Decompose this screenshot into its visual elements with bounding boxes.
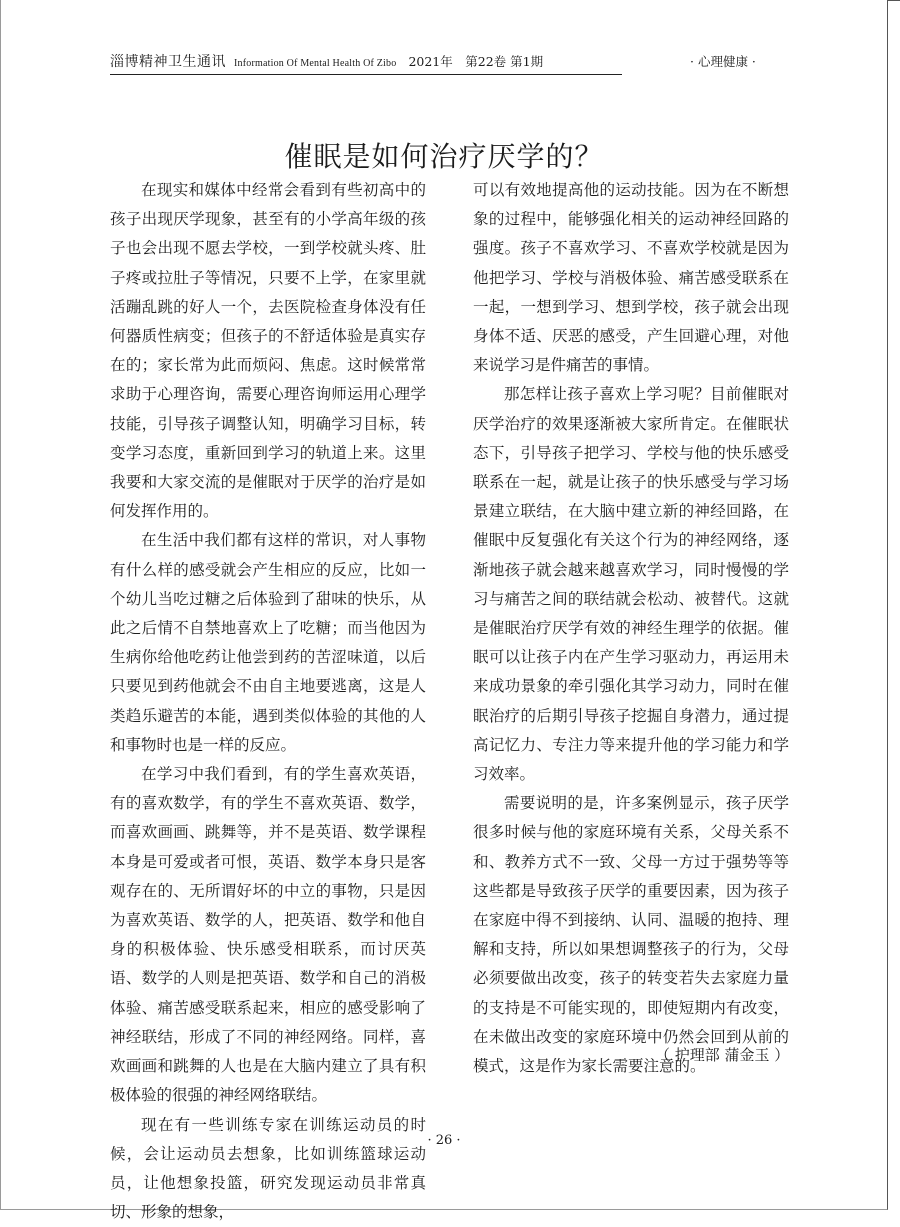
article-title: 催眠是如何治疗厌学的？ [0,135,888,175]
paragraph: 在现实和媒体中经常会看到有些初高中的孩子出现厌学现象，甚至有的小学高年级的孩子也会出现不愿去学校，一到学校就头疼、肚子疼或拉肚子等情况，只要不上学，在家里就活蹦乱跳的好人一个，去医院检查身体没有任何器质性病变；但孩子的不舒适体验是真实存在的；家长常为此而烦闷、焦虑。这时候常常求助于心理咨询，需要心理咨询师运用心理学技能，引导孩子调整认知，明确学习目标，转变学习态度，重新回到学习的轨道上来。这里我要和大家交流的是催眠对于厌学的治疗是如何发挥作用的。 [110,176,426,526]
paragraph: 那怎样让孩子喜欢上学习呢？目前催眠对厌学治疗的效果逐渐被大家所肯定。在催眠状态下，引导孩子把学习、学校与他的快乐感受联系在一起，就是让孩子的快乐感受与学习场景建立联结，在大脑中建立新的神经回路，在催眠中反复强化有关这个行为的神经网络，逐渐地孩子就会越来越喜欢学习，同时慢慢的学习与痛苦之间的联结就会松动、被替代。这就是催眠治疗厌学有效的神经生理学的依据。催眠可以让孩子内在产生学习驱动力，再运用未来成功景象的牵引强化其学习动力，同时在催眠治疗的后期引导孩子挖掘自身潜力，通过提高记忆力、专注力等来提升他的学习能力和学习效率。 [473,380,789,789]
paragraph: 现在有一些训练专家在训练运动员的时候，会让运动员去想象，比如训练篮球运动员，让他想象投篮，研究发现运动员非常真切、形象的想象， [110,1111,426,1227]
left-column [110,176,426,1227]
top-right-rule [888,0,900,1]
paragraph: 需要说明的是，许多案例显示，孩子厌学很多时候与他的家庭环境有关系，父母关系不和、教养方式不一致、父母一方过于强势等等这些都是导致孩子厌学的重要因素，因为孩子在家庭中得不到接纳、认同、温暖的抱持、理解和支持，所以如果想调整孩子的行为，父母必须要做出改变，孩子的转变若失去家庭力量的支持是不可能实现的，即使短期内有改变，在未做出改变的家庭环境中仍然会回到从前的模式，这是作为家长需要注意的。 [473,789,789,1081]
paragraph: 在生活中我们都有这样的常识，对人事物有什么样的感受就会产生相应的反应，比如一个幼儿当吃过糖之后体验到了甜味的快乐，从此之后情不自禁地喜欢上了吃糖；而当他因为生病你给他吃药让他尝到药的苦涩味道，以后只要见到药他就会不由自主地要逃离，这是人类趋乐避苦的本能，遇到类似体验的其他的人和事物时也是一样的反应。 [110,526,426,760]
page-number: · 26 · [0,1133,888,1148]
issue-info: 2021年 第22卷 第1期 [408,54,543,69]
right-column [473,176,789,1081]
journal-title-en: Information Of Mental Health Of Zibo [234,58,396,69]
paragraph-continuation: 可以有效地提高他的运动技能。因为在不断想象的过程中，能够强化相关的运动神经回路的强度。孩子不喜欢学习、不喜欢学校就是因为他把学习、学校与消极体验、痛苦感受联系在一起，一想到学习、想到学校，孩子就会出现身体不适、厌恶的感受，产生回避心理，对他来说学习是件痛苦的事情。 [473,176,789,380]
author-signature: （ 护理部 蒲金玉 ） [655,1044,789,1065]
journal-title-cn: 淄博精神卫生通讯 [110,54,226,70]
running-header [110,50,622,75]
section-label: · 心理健康 · [690,52,756,72]
paragraph: 在学习中我们看到，有的学生喜欢英语，有的喜欢数学，有的学生不喜欢英语、数学，而喜欢画画、跳舞等，并不是英语、数学课程本身是可爱或者可恨，英语、数学本身只是客观存在的、无所谓好坏的中立的事物，只是因为喜欢英语、数学的人，把英语、数学和他自身的积极体验、快乐感受相联系，而讨厌英语、数学的人则是把英语、数学和自己的消极体验、痛苦感受联系起来，相应的感受影响了神经联结，形成了不同的神经网络。同样，喜欢画画和跳舞的人也是在大脑内建立了具有积极体验的很强的神经网络联结。 [110,760,426,1110]
